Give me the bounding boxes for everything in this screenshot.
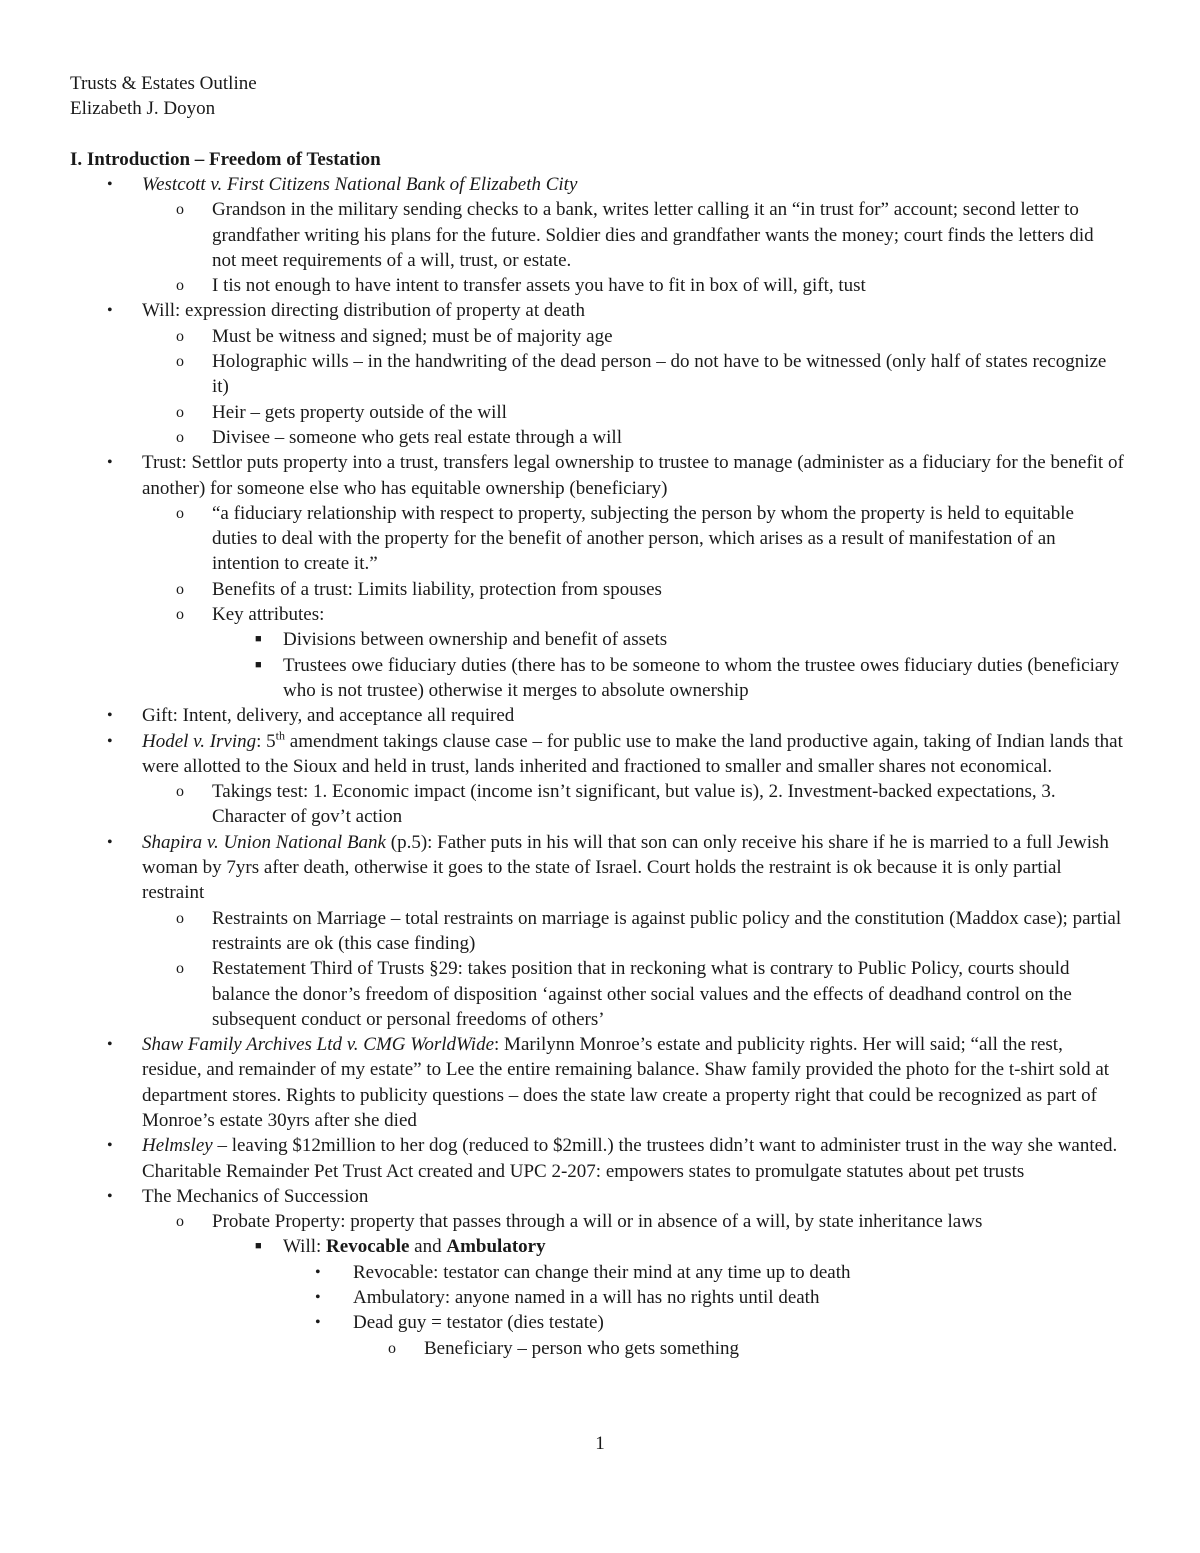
case-name: Shaw Family Archives Ltd v. CMG WorldWide (142, 1034, 495, 1056)
outline-item-level-3 (255, 653, 1123, 704)
item-text: Gift: Intent, delivery, and acceptance all required (142, 705, 515, 727)
case-name: Helmsley (142, 1135, 213, 1157)
bullet-marker: o (176, 428, 184, 446)
item-text: : 5 (256, 730, 276, 752)
outline-item-level-2 (176, 602, 1122, 627)
item-text: I tis not enough to have intent to transfer assets you have to fit in box of will, gift, tust (212, 275, 866, 297)
outline-item-level-2 (176, 273, 1122, 298)
item-text: Must be witness and signed; must be of majority age (212, 325, 613, 347)
item-text: amendment takings clause case – for public use to make the land productive again, taking of Indian lands that were allotted to the Sioux and held in trust, lands inherited and fractioned to smaller and smaller shares not economical. (142, 730, 1123, 777)
outline-item-level-2 (176, 956, 1122, 1032)
item-text: – leaving $12million to her dog (reduced to $2mill.) the trustees didn’t want to administer trust in the way she wanted. Charitable Remainder Pet Trust Act created and UPC 2-207: empowers states to promulgate statutes about pet trusts (142, 1135, 1118, 1182)
item-text: (p.5): Father puts in his will that son can only receive his share if he is married to a full Jewish woman by 7yrs after death, otherwise it goes to the state of Israel. Court holds the restraint is ok because it is only partial restraint (142, 831, 1109, 904)
outline-list (0, 172, 1200, 1361)
outline-item-level-1 (107, 172, 1127, 197)
item-text: “a fiduciary relationship with respect to property, subjecting the person by whom the property is held to equitable duties to deal with the property for the benefit of another person, which arises as a result of manifestation of an intention to create it.” (212, 502, 1074, 575)
bullet-marker: • (107, 833, 113, 851)
bullet-marker: • (107, 707, 113, 725)
outline-item-level-2 (176, 324, 1122, 349)
outline-item-level-2 (176, 779, 1122, 830)
item-text: Will: (283, 1236, 327, 1258)
item-text: Revocable: testator can change their mind at any time up to death (353, 1261, 851, 1283)
outline-item-level-2 (176, 1209, 1122, 1234)
item-text: Trustees owe fiduciary duties (there has to be someone to whom the trustee owes fiduciary duties (beneficiary who is not trustee) otherwise it merges to absolute ownership (283, 654, 1120, 701)
outline-item-level-5 (388, 1336, 1124, 1361)
item-text: and (409, 1236, 447, 1258)
item-text: th (275, 728, 286, 743)
bullet-marker: • (107, 454, 113, 472)
outline-item-level-1 (107, 450, 1127, 501)
bullet-marker: o (388, 1339, 396, 1357)
outline-item-level-2 (176, 906, 1122, 957)
item-text: Restatement Third of Trusts §29: takes position that in reckoning what is contrary to Public Policy, courts should balance the donor’s freedom of disposition ‘against other social values and the effects of deadhand control on the subsequent conduct or personal freedoms of others’ (212, 958, 1072, 1030)
outline-item-level-1 (107, 1032, 1127, 1133)
bold-term: Ambulatory (446, 1236, 546, 1258)
item-text: Grandson in the military sending checks to a bank, writes letter calling it an “in trust for” account; second letter to grandfather writing his plans for the future. Soldier dies and grandfather wants the money; court finds the letters did not meet requirements of a will, trust, or estate. (212, 199, 1094, 271)
case-name: Hodel v. Irving (142, 730, 257, 752)
item-text: Heir – gets property outside of the will (212, 401, 507, 423)
outline-item-level-2 (176, 197, 1122, 273)
item-text: Dead guy = testator (dies testate) (353, 1312, 604, 1334)
outline-item-level-1 (107, 830, 1127, 906)
outline-item-level-2 (176, 349, 1122, 400)
outline-item-level-2 (176, 400, 1122, 425)
bullet-marker: • (107, 176, 113, 193)
bullet-marker: o (176, 327, 184, 345)
item-text: Beneficiary – person who gets something (424, 1337, 740, 1359)
bullet-marker: o (176, 909, 184, 927)
bullet-marker: o (176, 606, 184, 624)
item-text: Key attributes: (212, 604, 325, 626)
bullet-marker: o (176, 580, 184, 598)
item-text: The Mechanics of Succession (142, 1185, 369, 1207)
item-text: Ambulatory: anyone named in a will has no rights until death (353, 1287, 820, 1309)
item-text: Restraints on Marriage – total restraints on marriage is against public policy and the constitution (Maddox case); partial restraints are ok (this case finding) (212, 907, 1122, 954)
bullet-marker: ■ (255, 658, 262, 671)
bold-term: Revocable (326, 1236, 410, 1258)
outline-item-level-4 (315, 1285, 1123, 1310)
item-text: Trust: Settlor puts property into a trust, transfers legal ownership to trustee to manage (administer as a fiduciary for the benefit of another) for someone else who has equitable ownership (beneficiary) (142, 452, 1124, 499)
case-name: Shapira v. Union National Bank (142, 831, 386, 853)
bullet-marker: o (176, 1213, 184, 1231)
outline-item-level-2 (176, 501, 1122, 577)
bullet-marker: • (107, 1137, 113, 1155)
item-text: : Marilynn Monroe’s estate and publicity rights. Her will said; “all the rest, residue, and remainder of my estate” to Lee the entire remaining balance. Shaw family provided the photo for the t-shirt sold at department stores. Rights to publicity questions – does the state law create a property right that could be recognized as part of Monroe’s estate 30yrs after she died (142, 1034, 1110, 1131)
bullet-marker: • (107, 1187, 113, 1205)
document-header (70, 71, 257, 121)
item-text: Holographic wills – in the handwriting of the dead person – do not have to be witnessed (only half of states recognize it) (212, 351, 1107, 398)
item-text: Divisee – someone who gets real estate through a will (212, 426, 622, 448)
item-text: Takings test: 1. Economic impact (income isn’t significant, but value is), 2. Investment-backed expectations, 3. Character of gov’t action (212, 781, 1056, 828)
bullet-marker: o (176, 277, 184, 295)
item-text: Will: expression directing distribution of property at death (142, 300, 585, 322)
bullet-marker: • (315, 1314, 321, 1332)
bullet-marker: • (315, 1263, 321, 1281)
bullet-marker: ■ (255, 1240, 262, 1253)
page-number: 1 (595, 1433, 605, 1454)
bullet-marker: o (176, 783, 184, 801)
bullet-marker: • (107, 302, 113, 320)
outline-item-level-1 (107, 728, 1127, 780)
bullet-marker: • (107, 1036, 113, 1054)
outline-item-level-3 (255, 1234, 1123, 1259)
bullet-marker: ■ (255, 633, 262, 646)
bullet-marker: o (176, 504, 184, 522)
item-text: Benefits of a trust: Limits liability, protection from spouses (212, 578, 662, 600)
bullet-marker: o (176, 353, 184, 371)
outline-item-level-2 (176, 577, 1122, 602)
item-text: Probate Property: property that passes through a will or in absence of a will, by state inheritance laws (212, 1211, 983, 1233)
case-name: Westcott v. First Citizens National Bank of Elizabeth City (142, 174, 578, 195)
document-author: Elizabeth J. Doyon (70, 98, 216, 119)
bullet-marker: o (176, 403, 184, 421)
outline-item-level-1 (107, 298, 1127, 323)
outline-item-level-1 (107, 1184, 1127, 1209)
outline-item-level-1 (107, 703, 1127, 728)
bullet-marker: o (176, 201, 184, 219)
outline-item-level-4 (315, 1260, 1123, 1285)
outline-item-level-3 (255, 627, 1123, 652)
bullet-marker: • (107, 732, 113, 750)
item-text: Divisions between ownership and benefit of assets (283, 629, 668, 651)
document-title: Trusts & Estates Outline (70, 73, 257, 94)
outline-item-level-2 (176, 425, 1122, 450)
bullet-marker: • (315, 1289, 321, 1307)
outline-item-level-1 (107, 1133, 1127, 1184)
section-heading: I. Introduction – Freedom of Testation (70, 149, 381, 170)
bullet-marker: o (176, 960, 184, 978)
outline-item-level-4 (315, 1310, 1123, 1335)
